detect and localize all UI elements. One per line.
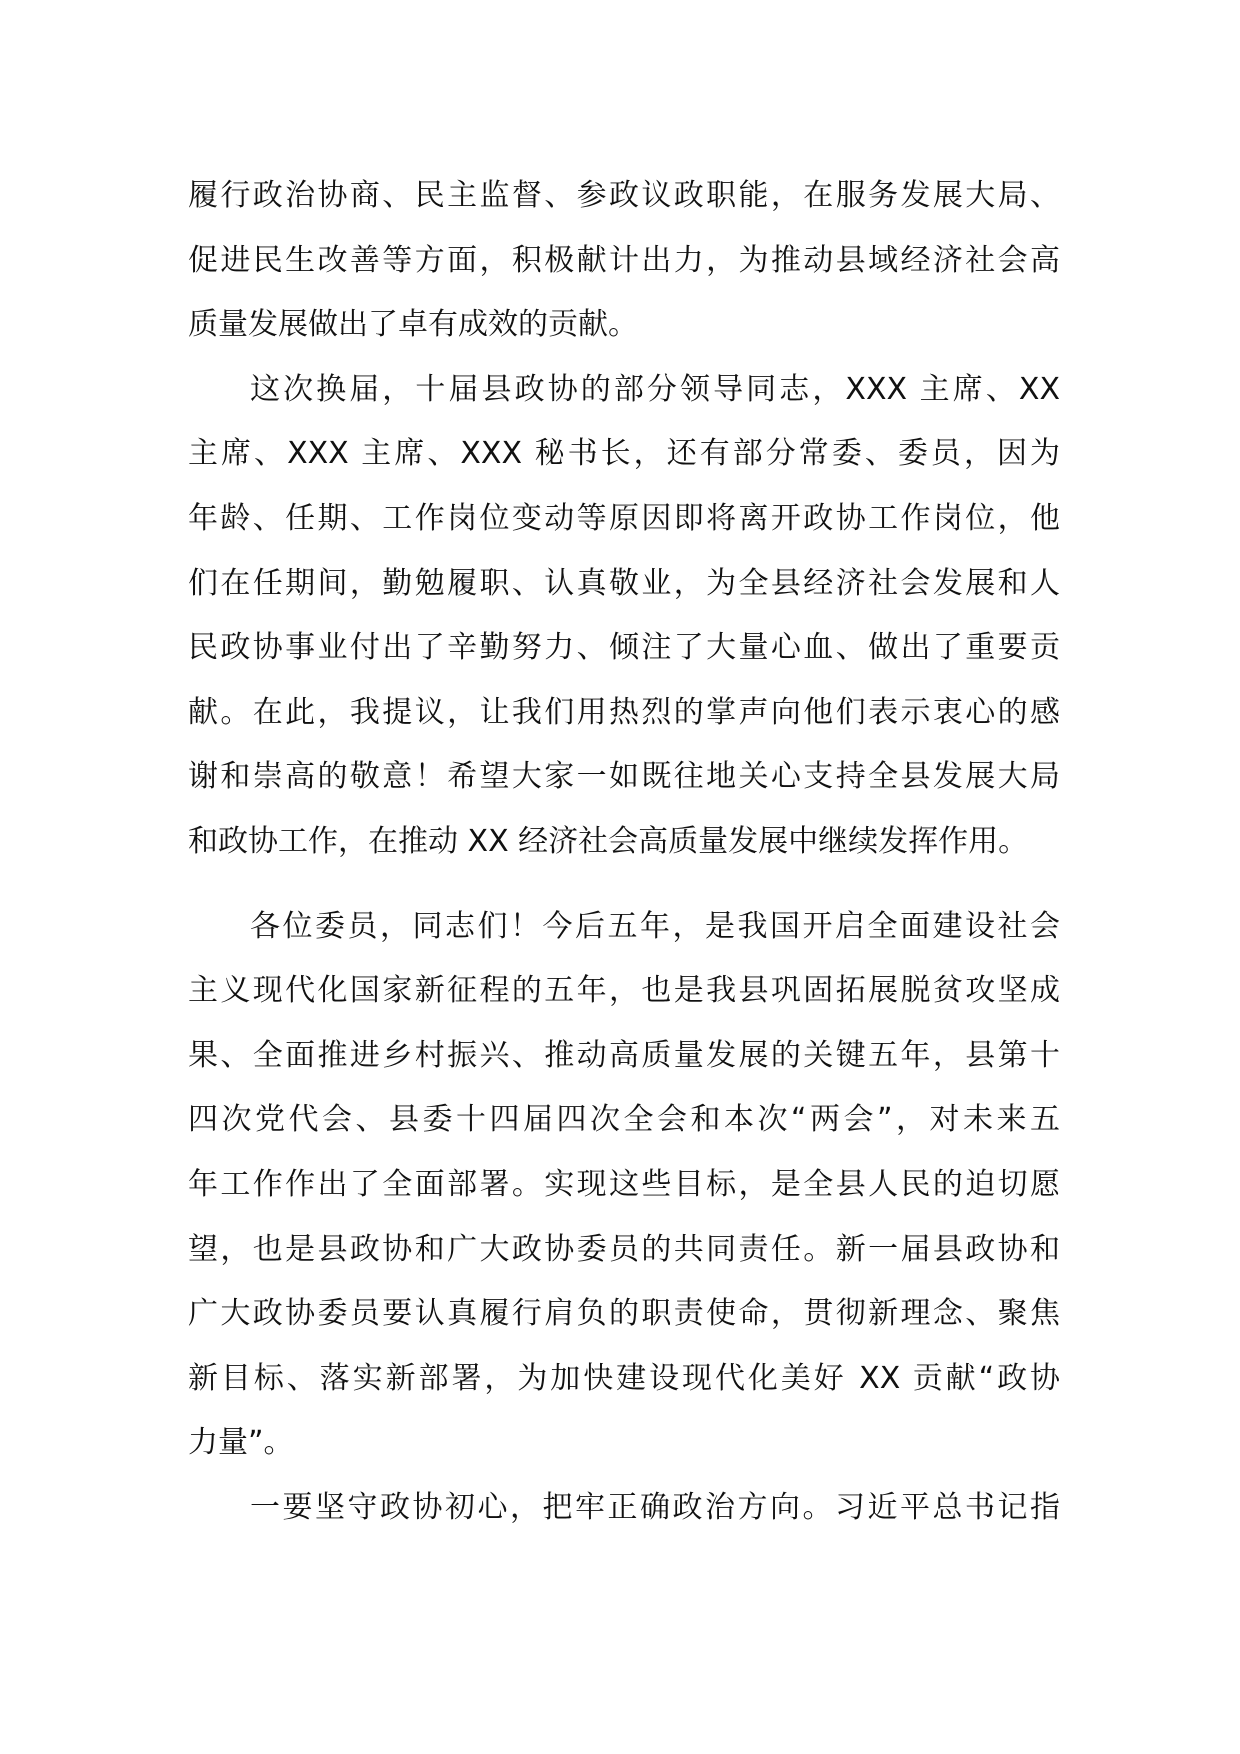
text-line: 谢和崇高的敬意！希望大家一如既往地关心支持全县发展大局 (188, 759, 1060, 795)
text-line: 民政协事业付出了辛勤努力、倾注了大量心血、做出了重要贡 (188, 630, 1060, 666)
text-line: 这次换届，十届县政协的部分领导同志，XXX 主席、XX (250, 371, 1060, 407)
text-line: 履行政治协商、民主监督、参政议政职能，在服务发展大局、 (188, 178, 1060, 213)
paragraph-gap (188, 875, 1060, 895)
text-line: 望，也是县政协和广大政协委员的共同责任。新一届县政协和 (188, 1231, 1060, 1267)
text-line: 力量”。 (188, 1425, 294, 1461)
text-line: 促进民生改善等方面，积极献计出力，为推动县域经济社会高 (188, 242, 1060, 278)
text-line: 新目标、落实新部署，为加快建设现代化美好 XX 贡献“政协 (188, 1360, 1060, 1396)
text-line: 广大政协委员要认真履行肩负的职责使命，贯彻新理念、聚焦 (188, 1296, 1060, 1332)
text-line: 年龄、任期、工作岗位变动等原因即将离开政协工作岗位，他 (188, 500, 1060, 536)
text-line: 献。在此，我提议，让我们用热烈的掌声向他们表示衷心的感 (188, 694, 1060, 730)
text-line: 年工作作出了全面部署。实现这些目标，是全县人民的迫切愿 (188, 1166, 1060, 1202)
text-line: 一要坚守政协初心，把牢正确政治方向。习近平总书记指 (250, 1489, 1060, 1525)
text-line: 和政协工作，在推动 XX 经济社会高质量发展中继续发挥作用。 (188, 823, 1029, 859)
text-line: 四次党代会、县委十四届四次全会和本次“两会”，对未来五 (188, 1102, 1060, 1138)
text-line: 质量发展做出了卓有成效的贡献。 (188, 307, 638, 343)
text-line: 主席、XXX 主席、XXX 秘书长，还有部分常委、委员，因为 (188, 436, 1060, 472)
document-body (188, 164, 1060, 1540)
text-line: 各位委员，同志们！今后五年，是我国开启全面建设社会 (250, 908, 1060, 944)
text-line: 们在任期间，勤勉履职、认真敬业，为全县经济社会发展和人 (188, 565, 1060, 601)
text-line: 果、全面推进乡村振兴、推动高质量发展的关键五年，县第十 (188, 1037, 1060, 1073)
text-line: 主义现代化国家新征程的五年，也是我县巩固拓展脱贫攻坚成 (188, 973, 1060, 1009)
